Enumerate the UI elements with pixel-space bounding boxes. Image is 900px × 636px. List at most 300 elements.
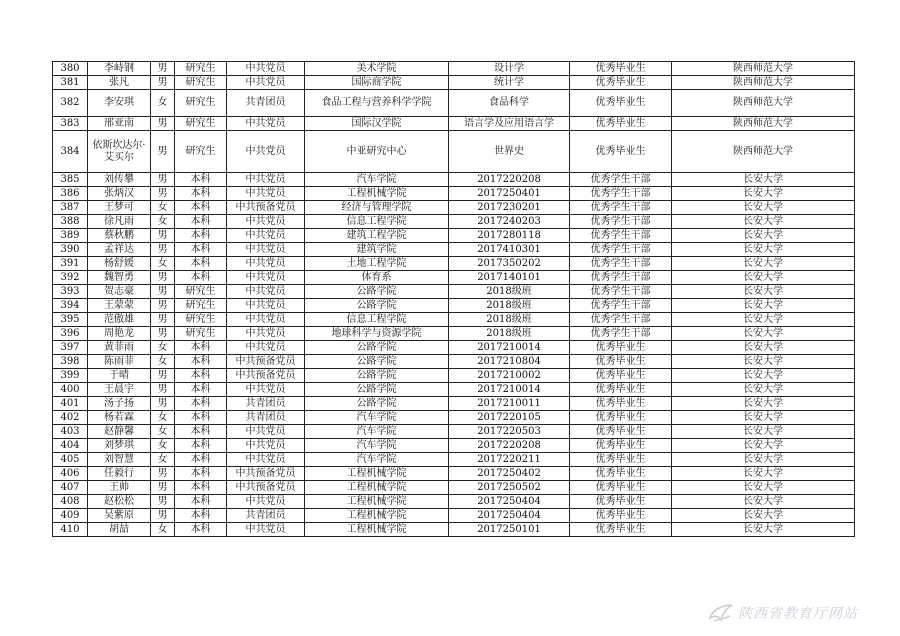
university-cell: 长安大学 xyxy=(672,439,855,453)
political-status-cell: 中共党员 xyxy=(227,243,305,257)
row-number-cell: 381 xyxy=(53,76,88,90)
name-cell: 魏智勇 xyxy=(88,271,151,285)
political-status-cell: 中共预备党员 xyxy=(227,369,305,383)
major-or-class-cell: 2017250404 xyxy=(449,509,570,523)
college-cell: 信息工程学院 xyxy=(305,215,449,229)
award-cell: 优秀学生干部 xyxy=(570,173,672,187)
university-cell: 长安大学 xyxy=(672,341,855,355)
name-cell: 王梦可 xyxy=(88,201,151,215)
gender-cell: 男 xyxy=(151,397,175,411)
name-cell: 王蒙蒙 xyxy=(88,299,151,313)
college-cell: 汽车学院 xyxy=(305,439,449,453)
college-cell: 工程机械学院 xyxy=(305,523,449,537)
education-level-cell: 本科 xyxy=(175,467,227,481)
major-or-class-cell: 2018级班 xyxy=(449,313,570,327)
political-status-cell: 中共预备党员 xyxy=(227,467,305,481)
college-cell: 信息工程学院 xyxy=(305,313,449,327)
gender-cell: 男 xyxy=(151,467,175,481)
row-number-cell: 396 xyxy=(53,327,88,341)
row-number-cell: 410 xyxy=(53,523,88,537)
university-cell: 长安大学 xyxy=(672,271,855,285)
education-level-cell: 本科 xyxy=(175,201,227,215)
university-cell: 长安大学 xyxy=(672,453,855,467)
major-or-class-cell: 2017210014 xyxy=(449,383,570,397)
gender-cell: 男 xyxy=(151,369,175,383)
education-level-cell: 本科 xyxy=(175,355,227,369)
award-cell: 优秀学生干部 xyxy=(570,201,672,215)
table-row xyxy=(53,299,855,313)
political-status-cell: 中共预备党员 xyxy=(227,355,305,369)
row-number-cell: 394 xyxy=(53,299,88,313)
major-or-class-cell: 2017220105 xyxy=(449,411,570,425)
table-row xyxy=(53,173,855,187)
row-number-cell: 402 xyxy=(53,411,88,425)
award-cell: 优秀毕业生 xyxy=(570,131,672,173)
political-status-cell: 中共党员 xyxy=(227,62,305,76)
award-cell: 优秀毕业生 xyxy=(570,369,672,383)
table-row xyxy=(53,215,855,229)
major-or-class-cell: 2017240203 xyxy=(449,215,570,229)
political-status-cell: 中共预备党员 xyxy=(227,481,305,495)
university-cell: 长安大学 xyxy=(672,369,855,383)
political-status-cell: 中共党员 xyxy=(227,299,305,313)
political-status-cell: 共青团员 xyxy=(227,411,305,425)
college-cell: 公路学院 xyxy=(305,383,449,397)
major-or-class-cell: 统计学 xyxy=(449,76,570,90)
table-row xyxy=(53,257,855,271)
college-cell: 汽车学院 xyxy=(305,411,449,425)
award-cell: 优秀学生干部 xyxy=(570,299,672,313)
table-row xyxy=(53,425,855,439)
name-cell: 张炳汉 xyxy=(88,187,151,201)
row-number-cell: 386 xyxy=(53,187,88,201)
political-status-cell: 中共党员 xyxy=(227,285,305,299)
major-or-class-cell: 2017410301 xyxy=(449,243,570,257)
name-cell: 张凡 xyxy=(88,76,151,90)
university-cell: 陕西师范大学 xyxy=(672,117,855,131)
education-level-cell: 本科 xyxy=(175,341,227,355)
gender-cell: 男 xyxy=(151,229,175,243)
row-number-cell: 400 xyxy=(53,383,88,397)
major-or-class-cell: 2018级班 xyxy=(449,285,570,299)
table-row xyxy=(53,285,855,299)
education-level-cell: 本科 xyxy=(175,257,227,271)
gender-cell: 男 xyxy=(151,76,175,90)
education-level-cell: 本科 xyxy=(175,173,227,187)
university-cell: 长安大学 xyxy=(672,243,855,257)
award-cell: 优秀毕业生 xyxy=(570,439,672,453)
university-cell: 长安大学 xyxy=(672,229,855,243)
education-level-cell: 本科 xyxy=(175,215,227,229)
table-row xyxy=(53,117,855,131)
award-cell: 优秀毕业生 xyxy=(570,425,672,439)
gender-cell: 女 xyxy=(151,425,175,439)
college-cell: 工程机械学院 xyxy=(305,495,449,509)
gender-cell: 女 xyxy=(151,453,175,467)
award-cell: 优秀毕业生 xyxy=(570,467,672,481)
college-cell: 汽车学院 xyxy=(305,453,449,467)
major-or-class-cell: 食品科学 xyxy=(449,90,570,117)
major-or-class-cell: 2017210002 xyxy=(449,369,570,383)
education-level-cell: 本科 xyxy=(175,369,227,383)
name-cell: 刘传攀 xyxy=(88,173,151,187)
award-cell: 优秀学生干部 xyxy=(570,215,672,229)
row-number-cell: 380 xyxy=(53,62,88,76)
row-number-cell: 397 xyxy=(53,341,88,355)
political-status-cell: 中共党员 xyxy=(227,523,305,537)
college-cell: 公路学院 xyxy=(305,299,449,313)
award-cell: 优秀毕业生 xyxy=(570,62,672,76)
award-cell: 优秀学生干部 xyxy=(570,285,672,299)
university-cell: 长安大学 xyxy=(672,509,855,523)
row-number-cell: 387 xyxy=(53,201,88,215)
name-cell: 邢亚南 xyxy=(88,117,151,131)
table-row xyxy=(53,243,855,257)
university-cell: 长安大学 xyxy=(672,201,855,215)
political-status-cell: 中共党员 xyxy=(227,117,305,131)
major-or-class-cell: 2018级班 xyxy=(449,299,570,313)
name-cell: 赵松松 xyxy=(88,495,151,509)
major-or-class-cell: 2017220211 xyxy=(449,453,570,467)
political-status-cell: 中共预备党员 xyxy=(227,201,305,215)
education-level-cell: 本科 xyxy=(175,229,227,243)
name-cell: 范傲雄 xyxy=(88,313,151,327)
row-number-cell: 398 xyxy=(53,355,88,369)
table-row xyxy=(53,341,855,355)
gender-cell: 男 xyxy=(151,243,175,257)
major-or-class-cell: 设计学 xyxy=(449,62,570,76)
name-cell: 王帅 xyxy=(88,481,151,495)
college-cell: 国际商学院 xyxy=(305,76,449,90)
major-or-class-cell: 2017140101 xyxy=(449,271,570,285)
award-cell: 优秀学生干部 xyxy=(570,313,672,327)
name-cell: 李峙钢 xyxy=(88,62,151,76)
row-number-cell: 388 xyxy=(53,215,88,229)
education-level-cell: 研究生 xyxy=(175,76,227,90)
row-number-cell: 406 xyxy=(53,467,88,481)
award-cell: 优秀学生干部 xyxy=(570,327,672,341)
university-cell: 长安大学 xyxy=(672,495,855,509)
watermark-text: 陕西省教育厅网站 xyxy=(738,606,858,622)
name-cell: 刘智慧 xyxy=(88,453,151,467)
university-cell: 长安大学 xyxy=(672,467,855,481)
table-row xyxy=(53,481,855,495)
college-cell: 经济与管理学院 xyxy=(305,201,449,215)
row-number-cell: 392 xyxy=(53,271,88,285)
gender-cell: 男 xyxy=(151,187,175,201)
gender-cell: 男 xyxy=(151,173,175,187)
row-number-cell: 393 xyxy=(53,285,88,299)
name-cell: 赵静馨 xyxy=(88,425,151,439)
university-cell: 长安大学 xyxy=(672,215,855,229)
political-status-cell: 中共党员 xyxy=(227,425,305,439)
gender-cell: 女 xyxy=(151,90,175,117)
table-row xyxy=(53,201,855,215)
major-or-class-cell: 2017220208 xyxy=(449,173,570,187)
college-cell: 公路学院 xyxy=(305,341,449,355)
award-cell: 优秀毕业生 xyxy=(570,76,672,90)
education-level-cell: 本科 xyxy=(175,523,227,537)
gender-cell: 女 xyxy=(151,201,175,215)
college-cell: 公路学院 xyxy=(305,369,449,383)
gender-cell: 男 xyxy=(151,509,175,523)
college-cell: 工程机械学院 xyxy=(305,187,449,201)
name-cell: 杨若霖 xyxy=(88,411,151,425)
table-row xyxy=(53,229,855,243)
major-or-class-cell: 2017250502 xyxy=(449,481,570,495)
political-status-cell: 中共党员 xyxy=(227,271,305,285)
university-cell: 长安大学 xyxy=(672,397,855,411)
award-cell: 优秀毕业生 xyxy=(570,383,672,397)
row-number-cell: 384 xyxy=(53,131,88,173)
college-cell: 中亚研究中心 xyxy=(305,131,449,173)
education-level-cell: 本科 xyxy=(175,495,227,509)
award-cell: 优秀毕业生 xyxy=(570,117,672,131)
award-cell: 优秀毕业生 xyxy=(570,341,672,355)
political-status-cell: 中共党员 xyxy=(227,341,305,355)
table-row xyxy=(53,411,855,425)
political-status-cell: 中共党员 xyxy=(227,215,305,229)
gender-cell: 男 xyxy=(151,383,175,397)
name-cell: 胡喆 xyxy=(88,523,151,537)
row-number-cell: 389 xyxy=(53,229,88,243)
gender-cell: 男 xyxy=(151,62,175,76)
name-cell: 贺志豪 xyxy=(88,285,151,299)
university-cell: 长安大学 xyxy=(672,257,855,271)
university-cell: 陕西师范大学 xyxy=(672,62,855,76)
award-cell: 优秀学生干部 xyxy=(570,271,672,285)
name-cell: 于晴 xyxy=(88,369,151,383)
major-or-class-cell: 2017350202 xyxy=(449,257,570,271)
row-number-cell: 399 xyxy=(53,369,88,383)
gender-cell: 男 xyxy=(151,481,175,495)
name-cell: 徐凡雨 xyxy=(88,215,151,229)
major-or-class-cell: 2017220503 xyxy=(449,425,570,439)
gender-cell: 男 xyxy=(151,327,175,341)
education-level-cell: 研究生 xyxy=(175,90,227,117)
university-cell: 长安大学 xyxy=(672,327,855,341)
award-cell: 优秀学生干部 xyxy=(570,229,672,243)
gender-cell: 男 xyxy=(151,313,175,327)
award-cell: 优秀毕业生 xyxy=(570,90,672,117)
name-cell: 王晨宇 xyxy=(88,383,151,397)
row-number-cell: 407 xyxy=(53,481,88,495)
political-status-cell: 中共党员 xyxy=(227,131,305,173)
award-cell: 优秀毕业生 xyxy=(570,453,672,467)
major-or-class-cell: 2017210014 xyxy=(449,341,570,355)
row-number-cell: 409 xyxy=(53,509,88,523)
university-cell: 长安大学 xyxy=(672,383,855,397)
table-row xyxy=(53,327,855,341)
award-cell: 优秀毕业生 xyxy=(570,481,672,495)
gender-cell: 男 xyxy=(151,271,175,285)
major-or-class-cell: 世界史 xyxy=(449,131,570,173)
gender-cell: 女 xyxy=(151,523,175,537)
university-cell: 陕西师范大学 xyxy=(672,131,855,173)
university-cell: 长安大学 xyxy=(672,299,855,313)
table-row xyxy=(53,62,855,76)
name-cell: 黄菲雨 xyxy=(88,341,151,355)
college-cell: 国际汉学院 xyxy=(305,117,449,131)
name-cell: 周艳龙 xyxy=(88,327,151,341)
college-cell: 汽车学院 xyxy=(305,425,449,439)
table-row xyxy=(53,439,855,453)
name-cell: 杨舒媛 xyxy=(88,257,151,271)
row-number-cell: 408 xyxy=(53,495,88,509)
education-level-cell: 本科 xyxy=(175,383,227,397)
college-cell: 体育系 xyxy=(305,271,449,285)
college-cell: 食品工程与营养科学学院 xyxy=(305,90,449,117)
table-row xyxy=(53,495,855,509)
college-cell: 公路学院 xyxy=(305,397,449,411)
political-status-cell: 中共党员 xyxy=(227,495,305,509)
gender-cell: 女 xyxy=(151,215,175,229)
name-cell: 孟祥达 xyxy=(88,243,151,257)
education-level-cell: 本科 xyxy=(175,439,227,453)
row-number-cell: 391 xyxy=(53,257,88,271)
university-cell: 长安大学 xyxy=(672,187,855,201)
college-cell: 工程机械学院 xyxy=(305,467,449,481)
award-cell: 优秀毕业生 xyxy=(570,509,672,523)
education-level-cell: 研究生 xyxy=(175,131,227,173)
name-cell: 李安琪 xyxy=(88,90,151,117)
gender-cell: 女 xyxy=(151,439,175,453)
education-level-cell: 本科 xyxy=(175,425,227,439)
major-or-class-cell: 2017280118 xyxy=(449,229,570,243)
college-cell: 汽车学院 xyxy=(305,173,449,187)
political-status-cell: 共青团员 xyxy=(227,509,305,523)
political-status-cell: 中共党员 xyxy=(227,453,305,467)
gender-cell: 女 xyxy=(151,257,175,271)
bird-logo-icon xyxy=(708,602,734,624)
gender-cell: 男 xyxy=(151,131,175,173)
gender-cell: 男 xyxy=(151,285,175,299)
row-number-cell: 403 xyxy=(53,425,88,439)
education-level-cell: 研究生 xyxy=(175,62,227,76)
table-row xyxy=(53,383,855,397)
political-status-cell: 中共党员 xyxy=(227,439,305,453)
table-row xyxy=(53,467,855,481)
award-cell: 优秀学生干部 xyxy=(570,187,672,201)
watermark xyxy=(708,598,898,628)
political-status-cell: 共青团员 xyxy=(227,397,305,411)
award-cell: 优秀毕业生 xyxy=(570,397,672,411)
name-cell: 刘梦琪 xyxy=(88,439,151,453)
college-cell: 工程机械学院 xyxy=(305,481,449,495)
university-cell: 长安大学 xyxy=(672,411,855,425)
major-or-class-cell: 2017250101 xyxy=(449,523,570,537)
college-cell: 工程机械学院 xyxy=(305,509,449,523)
education-level-cell: 本科 xyxy=(175,411,227,425)
college-cell: 公路学院 xyxy=(305,355,449,369)
political-status-cell: 中共党员 xyxy=(227,173,305,187)
education-level-cell: 本科 xyxy=(175,509,227,523)
political-status-cell: 中共党员 xyxy=(227,229,305,243)
college-cell: 美术学院 xyxy=(305,62,449,76)
table-row xyxy=(53,369,855,383)
education-level-cell: 本科 xyxy=(175,397,227,411)
education-level-cell: 本科 xyxy=(175,271,227,285)
table-row xyxy=(53,187,855,201)
table-row xyxy=(53,313,855,327)
award-cell: 优秀毕业生 xyxy=(570,355,672,369)
political-status-cell: 中共党员 xyxy=(227,313,305,327)
university-cell: 长安大学 xyxy=(672,355,855,369)
award-cell: 优秀学生干部 xyxy=(570,243,672,257)
university-cell: 陕西师范大学 xyxy=(672,90,855,117)
honor-list-table xyxy=(52,61,855,537)
university-cell: 长安大学 xyxy=(672,425,855,439)
gender-cell: 女 xyxy=(151,341,175,355)
education-level-cell: 本科 xyxy=(175,243,227,257)
political-status-cell: 中共党员 xyxy=(227,76,305,90)
row-number-cell: 383 xyxy=(53,117,88,131)
university-cell: 长安大学 xyxy=(672,313,855,327)
college-cell: 土地工程学院 xyxy=(305,257,449,271)
major-or-class-cell: 2018级班 xyxy=(449,327,570,341)
gender-cell: 女 xyxy=(151,411,175,425)
row-number-cell: 385 xyxy=(53,173,88,187)
major-or-class-cell: 语言学及应用语言学 xyxy=(449,117,570,131)
university-cell: 长安大学 xyxy=(672,173,855,187)
college-cell: 建筑学院 xyxy=(305,243,449,257)
row-number-cell: 405 xyxy=(53,453,88,467)
gender-cell: 女 xyxy=(151,355,175,369)
education-level-cell: 研究生 xyxy=(175,327,227,341)
table-row xyxy=(53,355,855,369)
education-level-cell: 本科 xyxy=(175,453,227,467)
table-body xyxy=(53,62,855,537)
major-or-class-cell: 2017250401 xyxy=(449,187,570,201)
row-number-cell: 382 xyxy=(53,90,88,117)
college-cell: 地球科学与资源学院 xyxy=(305,327,449,341)
major-or-class-cell: 2017220208 xyxy=(449,439,570,453)
political-status-cell: 中共党员 xyxy=(227,187,305,201)
table-row xyxy=(53,271,855,285)
education-level-cell: 本科 xyxy=(175,481,227,495)
university-cell: 长安大学 xyxy=(672,523,855,537)
award-cell: 优秀毕业生 xyxy=(570,411,672,425)
name-cell: 任毅行 xyxy=(88,467,151,481)
university-cell: 长安大学 xyxy=(672,285,855,299)
gender-cell: 男 xyxy=(151,495,175,509)
row-number-cell: 390 xyxy=(53,243,88,257)
name-cell: 陈雨菲 xyxy=(88,355,151,369)
gender-cell: 男 xyxy=(151,117,175,131)
award-cell: 优秀学生干部 xyxy=(570,257,672,271)
education-level-cell: 研究生 xyxy=(175,285,227,299)
row-number-cell: 401 xyxy=(53,397,88,411)
table-row xyxy=(53,509,855,523)
major-or-class-cell: 2017210804 xyxy=(449,355,570,369)
table-row xyxy=(53,523,855,537)
major-or-class-cell: 2017250404 xyxy=(449,495,570,509)
major-or-class-cell: 2017250402 xyxy=(449,467,570,481)
education-level-cell: 本科 xyxy=(175,187,227,201)
row-number-cell: 395 xyxy=(53,313,88,327)
political-status-cell: 中共党员 xyxy=(227,383,305,397)
major-or-class-cell: 2017210011 xyxy=(449,397,570,411)
table-row xyxy=(53,76,855,90)
name-cell: 依斯坎达尔·艾买尔 xyxy=(88,131,151,173)
award-cell: 优秀毕业生 xyxy=(570,523,672,537)
political-status-cell: 中共党员 xyxy=(227,327,305,341)
education-level-cell: 研究生 xyxy=(175,313,227,327)
political-status-cell: 中共党员 xyxy=(227,257,305,271)
table-row xyxy=(53,453,855,467)
name-cell: 吴紫原 xyxy=(88,509,151,523)
table-row xyxy=(53,90,855,117)
